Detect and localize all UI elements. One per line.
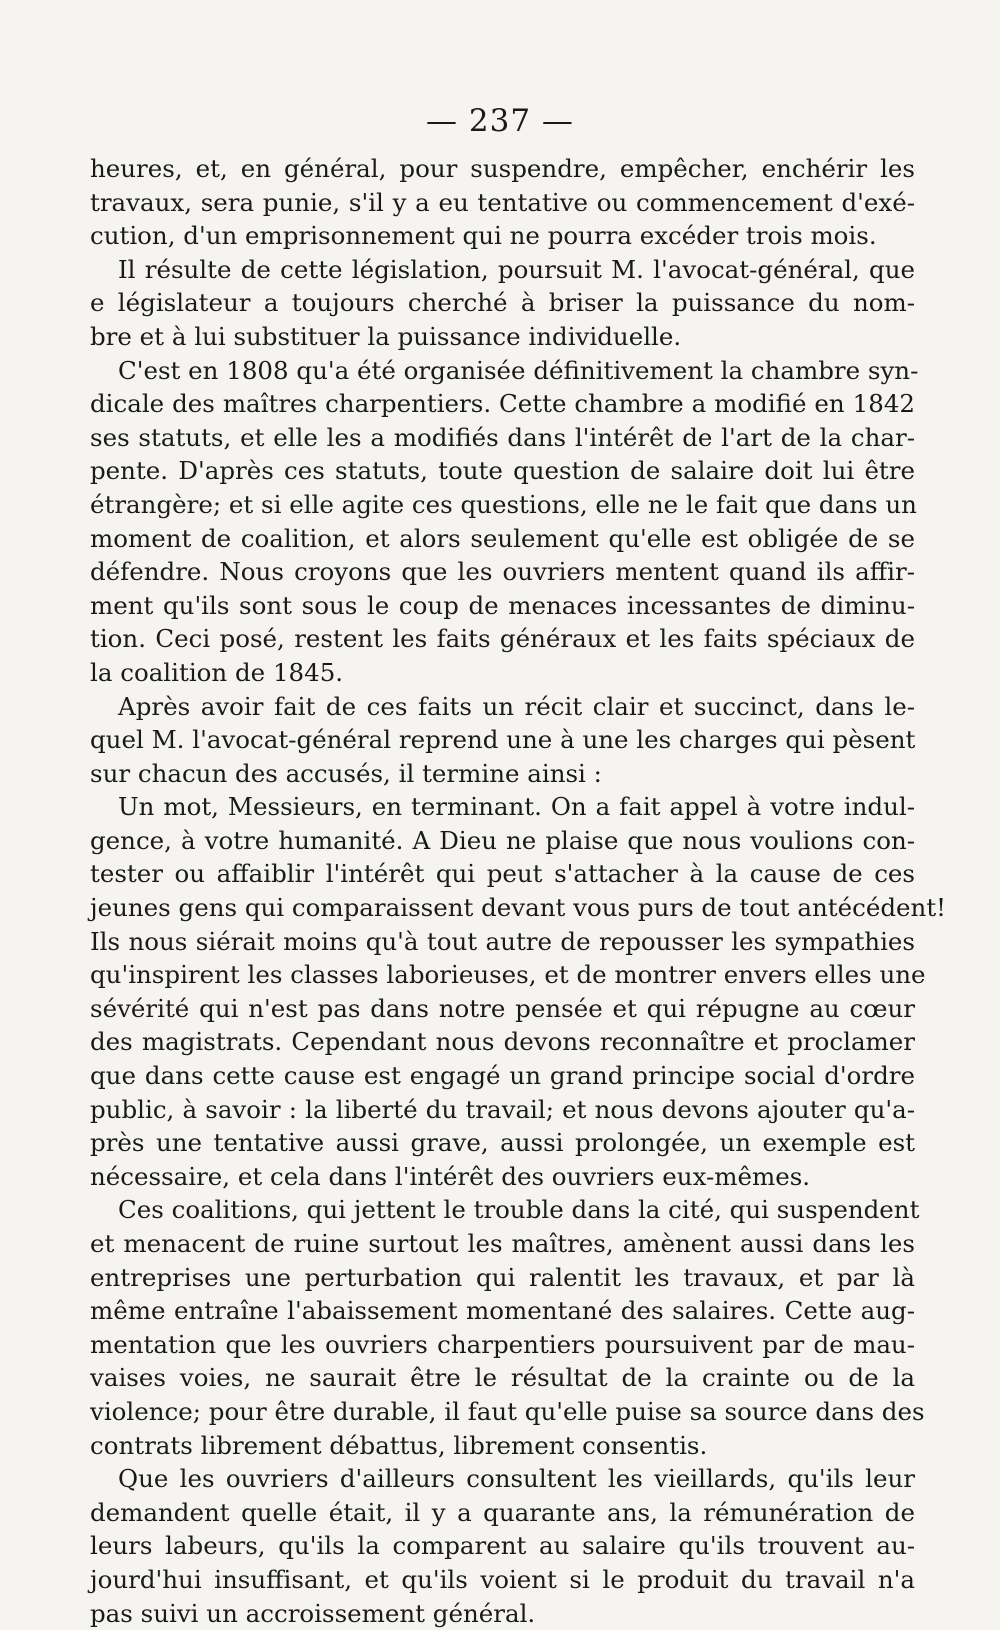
text-line: pente. D'après ces statuts, toute question de salaire doit lui être bbox=[90, 456, 915, 486]
text-line: tester ou affaiblir l'intérêt qui peut s'attacher à la cause de ces bbox=[90, 859, 915, 889]
text-line: heures, et, en général, pour suspendre, empêcher, enchérir les bbox=[90, 154, 915, 183]
text-line: leurs labeurs, qu'ils la comparent au salaire qu'ils trouvent au- bbox=[90, 1531, 915, 1561]
text-line: jourd'hui insuffisant, et qu'ils voient si le produit du travail n'a bbox=[90, 1564, 915, 1594]
text-line: Ils nous siérait moins qu'à tout autre de repousser les sympathies bbox=[90, 926, 915, 956]
text-line: tion. Ceci posé, restent les faits généraux et les faits spéciaux de bbox=[90, 624, 915, 654]
body-text bbox=[90, 152, 947, 1630]
text-line: jeunes gens qui comparaissent devant vous purs de tout antécédent! bbox=[90, 893, 947, 923]
text-line: près une tentative aussi grave, aussi prolongée, un exemple est bbox=[90, 1128, 915, 1158]
text-line: pas suivi un accroissement général. bbox=[90, 1598, 536, 1628]
text-line: Après avoir fait de ces faits un récit clair et succinct, dans le- bbox=[118, 691, 915, 721]
text-line: mentation que les ouvriers charpentiers poursuivent par de mau- bbox=[90, 1329, 915, 1359]
text-line: qu'inspirent les classes laborieuses, et de montrer envers elles une bbox=[90, 960, 926, 990]
text-line: cution, d'un emprisonnement qui ne pourra excéder trois mois. bbox=[90, 221, 877, 251]
text-line: quel M. l'avocat-général reprend une à une les charges qui pèsent bbox=[90, 725, 916, 755]
text-line: travaux, sera punie, s'il y a eu tentative ou commencement d'exé- bbox=[90, 187, 915, 217]
text-line: Ces coalitions, qui jettent le trouble dans la cité, qui suspendent bbox=[118, 1195, 920, 1225]
text-line: public, à savoir : la liberté du travail; et nous devons ajouter qu'a- bbox=[90, 1094, 915, 1124]
text-line: bre et à lui substituer la puissance individuelle. bbox=[90, 321, 682, 351]
text-line: des magistrats. Cependant nous devons reconnaître et proclamer bbox=[90, 1027, 915, 1057]
text-line: et menacent de ruine surtout les maîtres, amènent aussi dans les bbox=[90, 1229, 915, 1258]
text-line: que dans cette cause est engagé un grand principe social d'ordre bbox=[90, 1061, 915, 1091]
page-number: — 237 — bbox=[426, 103, 574, 139]
text-line: la coalition de 1845. bbox=[90, 657, 344, 687]
text-line: entreprises une perturbation qui ralentit les travaux, et par là bbox=[90, 1262, 915, 1292]
text-line: contrats librement débattus, librement consentis. bbox=[90, 1430, 708, 1460]
text-line: moment de coalition, et alors seulement qu'elle est obligée de se bbox=[90, 523, 915, 553]
text-line: nécessaire, et cela dans l'intérêt des ouvriers eux-mêmes. bbox=[90, 1161, 811, 1191]
text-line: C'est en 1808 qu'a été organisée définitivement la chambre syn- bbox=[118, 355, 919, 385]
text-line: ment qu'ils sont sous le coup de menaces incessantes de diminu- bbox=[90, 590, 915, 620]
text-line: sur chacun des accusés, il termine ainsi : bbox=[90, 758, 602, 788]
text-line: sévérité qui n'est pas dans notre pensée et qui répugne au cœur bbox=[90, 993, 915, 1023]
text-line: e législateur a toujours cherché à briser la puissance du nom- bbox=[90, 288, 915, 318]
text-line: défendre. Nous croyons que les ouvriers mentent quand ils affir- bbox=[90, 557, 915, 587]
text-line: violence; pour être durable, il faut qu'elle puise sa source dans des bbox=[90, 1396, 925, 1426]
text-line: même entraîne l'abaissement momentané des salaires. Cette aug- bbox=[90, 1296, 915, 1326]
text-line: dicale des maîtres charpentiers. Cette chambre a modifié en 1842 bbox=[90, 389, 915, 419]
text-line: demandent quelle était, il y a quarante ans, la rémunération de bbox=[90, 1497, 915, 1527]
text-line: vaises voies, ne saurait être le résultat de la crainte ou de la bbox=[90, 1363, 915, 1393]
text-line: Que les ouvriers d'ailleurs consultent les vieillards, qu'ils leur bbox=[118, 1464, 915, 1494]
text-line: étrangère; et si elle agite ces questions, elle ne le fait que dans un bbox=[90, 489, 917, 519]
text-line: ses statuts, et elle les a modifiés dans l'intérêt de l'art de la char- bbox=[90, 422, 915, 452]
text-line: Un mot, Messieurs, en terminant. On a fait appel à votre indul- bbox=[118, 792, 915, 822]
text-line: gence, à votre humanité. A Dieu ne plaise que nous voulions con- bbox=[90, 825, 915, 855]
text-line: Il résulte de cette législation, poursuit M. l'avocat-général, que bbox=[118, 254, 915, 284]
